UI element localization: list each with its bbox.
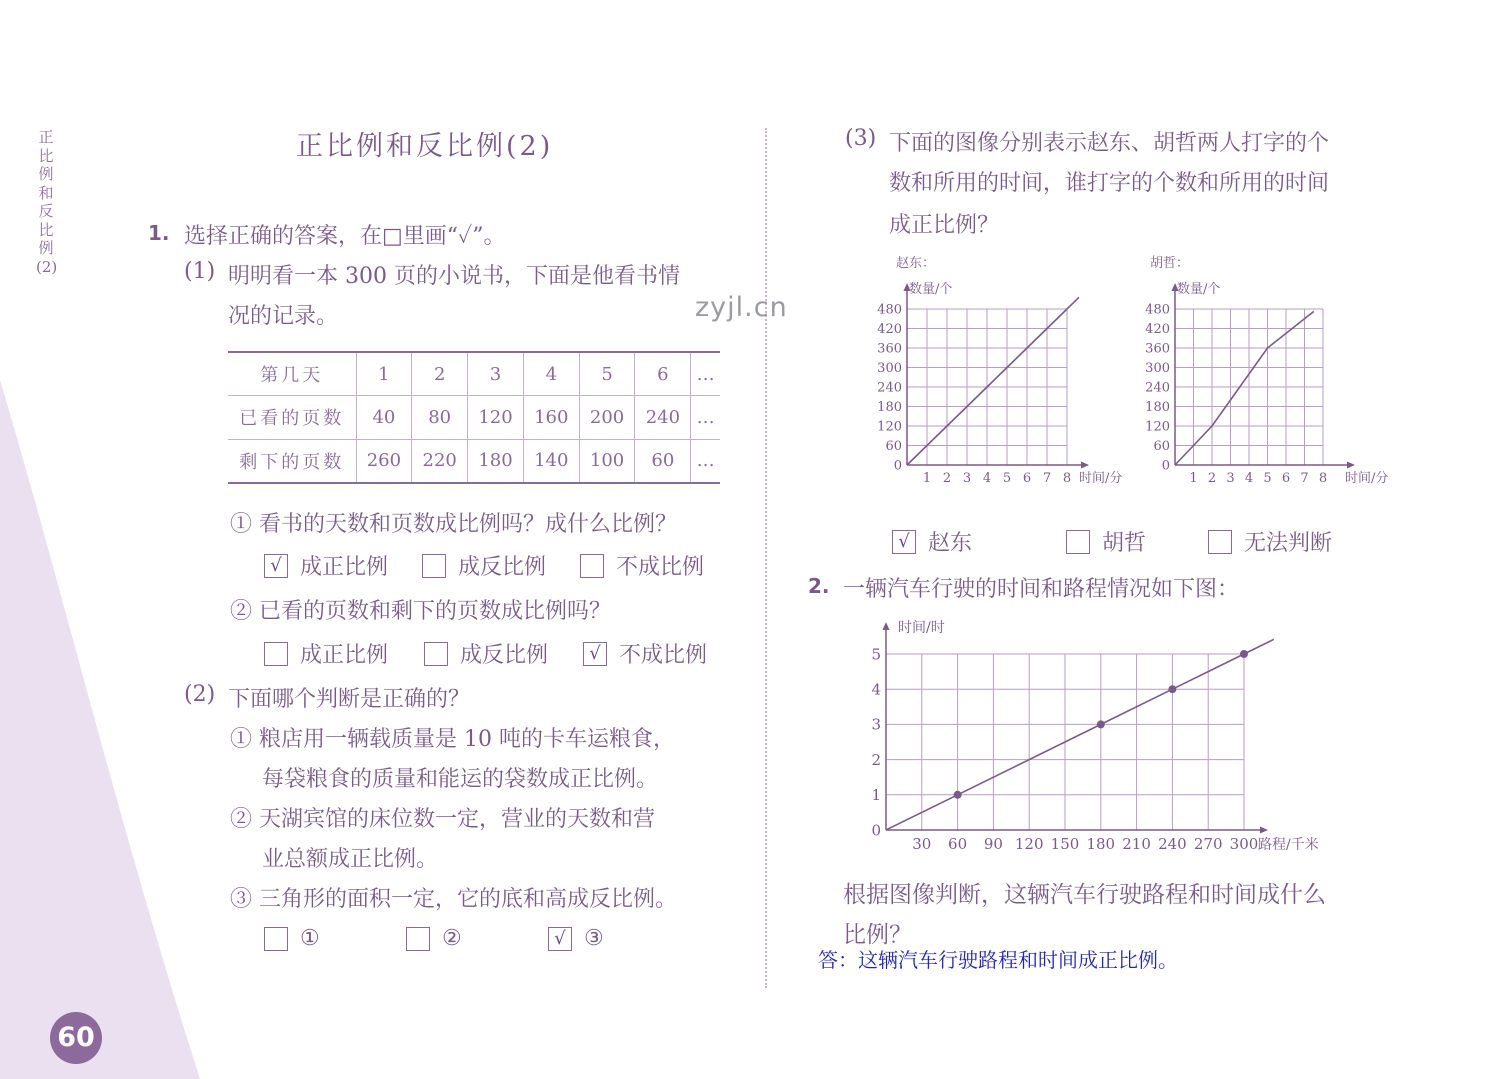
sub1-question: ① 看书的天数和页数成比例吗？成什么比例？: [230, 512, 677, 537]
p3-line2: 数和所用的时间，谁打字的个数和所用的时间: [889, 171, 1330, 196]
x-tick-label: 4: [1244, 471, 1254, 486]
corner-decoration: [0, 380, 200, 1079]
x-tick-label: 150: [1050, 835, 1080, 853]
q1-number: 1.: [148, 221, 170, 245]
x-tick-label: 180: [1086, 835, 1116, 853]
y-tick-label: 4: [871, 680, 881, 699]
page-number: 60: [50, 1012, 102, 1064]
statement-line: ① 粮店用一辆载质量是 10 吨的卡车运粮食，: [230, 727, 675, 752]
table-row: [228, 396, 720, 440]
checkbox[interactable]: [1066, 530, 1090, 554]
table-cell: 260: [356, 439, 412, 483]
sub1-option-inverse[interactable]: [422, 550, 546, 581]
data-point: [954, 791, 962, 799]
data-point: [1168, 685, 1176, 693]
y-tick-label: 480: [877, 302, 902, 318]
p3-line3: 成正比例？: [889, 213, 1000, 238]
option-label: ③: [584, 926, 604, 951]
table-cell: 80: [412, 396, 468, 440]
data-line-extension: [1244, 639, 1274, 654]
answer-text: 答：这辆汽车行驶路程和时间成正比例。: [818, 948, 1178, 972]
sub1-option-positive[interactable]: [264, 550, 388, 581]
y-tick-label: 120: [877, 419, 902, 435]
page-title: 正比例和反比例(2): [296, 131, 554, 162]
y-tick-label: 180: [1145, 400, 1170, 416]
y-tick-label: 1: [871, 786, 881, 805]
judge-line2: 比例？: [843, 922, 912, 948]
p3-label: (3): [845, 126, 877, 151]
p3-option-undetermined[interactable]: [1208, 526, 1332, 557]
data-line: [1175, 319, 1305, 465]
x-axis-arrow: [1081, 462, 1089, 469]
chart-car: [860, 608, 1360, 860]
option-label: 成正比例: [300, 643, 389, 668]
checkbox[interactable]: √: [548, 927, 572, 951]
q2-number: 2.: [808, 574, 830, 598]
x-axis-arrow: [1260, 827, 1268, 834]
option-label: 成反比例: [460, 643, 549, 668]
chart-zhaodong: [860, 250, 1130, 490]
checkbox[interactable]: [406, 927, 430, 951]
y-tick-label: 240: [1145, 380, 1170, 396]
p1-label: (1): [184, 259, 216, 284]
x-tick-label: 7: [1300, 471, 1309, 486]
origin-label: 0: [1161, 458, 1170, 474]
table-cell: 5: [579, 352, 635, 396]
option-label: ②: [442, 926, 462, 951]
table-cell: 180: [468, 439, 524, 483]
watermark: zyjl.cn: [695, 292, 788, 323]
statement-line: ② 天湖宾馆的床位数一定，营业的天数和营: [230, 807, 655, 832]
table-row: [228, 352, 720, 396]
statement-line: 业总额成正比例。: [262, 847, 439, 872]
p2-option-1[interactable]: [264, 926, 320, 951]
statement-line: 每袋粮食的质量和能运的袋数成正比例。: [262, 767, 659, 792]
sub2-option-inverse[interactable]: [424, 638, 548, 669]
x-tick-label: 300: [1229, 835, 1259, 853]
x-tick-label: 120: [1014, 835, 1044, 853]
x-tick-label: 5: [1263, 471, 1272, 486]
p3-option-huzhe[interactable]: [1066, 526, 1146, 557]
x-axis-arrow: [1347, 462, 1355, 469]
data-line-extension: [1305, 311, 1314, 318]
table-cell: 140: [523, 439, 579, 483]
y-tick-label: 60: [1153, 439, 1170, 455]
chart-title: 胡哲：: [1150, 256, 1190, 271]
p2-option-2[interactable]: [406, 926, 462, 951]
checkbox[interactable]: [1208, 530, 1232, 554]
table-cell: 60: [635, 439, 691, 483]
origin-label: 0: [871, 821, 881, 840]
table-cell: 2: [412, 352, 468, 396]
x-tick-label: 240: [1158, 835, 1187, 853]
y-tick-label: 180: [877, 400, 902, 416]
x-tick-label: 1: [922, 471, 932, 486]
data-point: [1240, 650, 1248, 658]
sub2-option-positive[interactable]: [264, 638, 388, 669]
data-line-extension: [1067, 297, 1079, 309]
x-tick-label: 2: [942, 471, 952, 486]
chart-huzhe: [1130, 250, 1400, 490]
x-tick-label: 8: [1062, 471, 1072, 486]
p3-line1: 下面的图像分别表示赵东、胡哲两人打字的个: [889, 131, 1330, 156]
table-cell: 120: [468, 396, 524, 440]
x-axis-label: 路程/千米: [1258, 837, 1319, 853]
x-tick-label: 6: [1022, 471, 1032, 486]
table-cell: …: [691, 396, 720, 440]
p2-option-3[interactable]: [548, 926, 604, 951]
table-cell: 3: [468, 352, 524, 396]
x-tick-label: 6: [1281, 471, 1291, 486]
y-tick-label: 3: [871, 715, 881, 734]
table-cell: 1: [356, 352, 412, 396]
y-axis-label: 时间/时: [898, 620, 945, 636]
y-tick-label: 480: [1145, 302, 1170, 318]
x-tick-label: 4: [982, 471, 992, 486]
option-label: 不成比例: [616, 555, 705, 580]
x-tick-label: 210: [1122, 835, 1151, 853]
checkbox[interactable]: [264, 927, 288, 951]
q1-text: 选择正确的答案，在□里画“✓”。: [184, 224, 506, 249]
x-axis-label: 时间/分: [1079, 471, 1123, 486]
y-tick-label: 60: [885, 439, 902, 455]
side-title: 正比例和反比例(2): [36, 128, 58, 276]
y-axis-label: 数量/个: [1177, 282, 1221, 297]
x-tick-label: 2: [1207, 471, 1217, 486]
sub1-option-none[interactable]: [580, 550, 704, 581]
chart-title: 赵东：: [896, 256, 936, 271]
y-tick-label: 5: [871, 645, 881, 664]
table-cell: …: [691, 439, 720, 483]
x-tick-label: 30: [912, 835, 932, 853]
y-tick-label: 420: [877, 322, 902, 338]
table-cell: 220: [412, 439, 468, 483]
data-point: [1097, 720, 1105, 728]
option-label: 不成比例: [619, 643, 708, 668]
y-axis-arrow: [883, 622, 890, 630]
p2-question: 下面哪个判断是正确的？: [228, 687, 471, 712]
option-label: 胡哲: [1102, 531, 1147, 556]
table-cell: 第几天: [228, 352, 356, 396]
table-cell: …: [691, 352, 720, 396]
y-tick-label: 420: [1145, 322, 1170, 338]
table-cell: 6: [635, 352, 691, 396]
table-cell: 剩下的页数: [228, 439, 356, 483]
option-label: 赵东: [928, 531, 973, 556]
y-tick-label: 360: [877, 341, 902, 357]
x-tick-label: 7: [1042, 471, 1052, 486]
table-cell: 100: [579, 439, 635, 483]
option-label: 成正比例: [300, 555, 389, 580]
origin-label: 0: [893, 458, 902, 474]
checkbox[interactable]: √: [264, 554, 288, 578]
table-cell: 4: [523, 352, 579, 396]
x-tick-label: 1: [1189, 471, 1198, 486]
table-cell: 200: [579, 396, 635, 440]
checkbox[interactable]: [422, 554, 446, 578]
x-tick-label: 3: [962, 471, 972, 486]
y-tick-label: 240: [877, 380, 902, 396]
x-tick-label: 3: [1226, 471, 1235, 486]
x-axis-label: 时间/分: [1345, 471, 1389, 486]
x-tick-label: 8: [1318, 471, 1328, 486]
table-row: [228, 439, 720, 483]
x-tick-label: 270: [1193, 835, 1223, 853]
checkbox[interactable]: [424, 642, 448, 666]
option-label: ①: [300, 926, 320, 951]
p1-line2: 况的记录。: [228, 304, 339, 329]
table-cell: 240: [635, 396, 691, 440]
checkbox[interactable]: √: [892, 530, 916, 554]
table-cell: 40: [356, 396, 412, 440]
y-tick-label: 300: [877, 361, 902, 377]
y-tick-label: 2: [871, 750, 881, 769]
y-axis-label: 数量/个: [909, 282, 953, 297]
table-cell: 已看的页数: [228, 396, 356, 440]
q2-text: 一辆汽车行驶的时间和路程情况如下图：: [843, 577, 1240, 602]
checkbox[interactable]: √: [583, 642, 607, 666]
p2-label: (2): [184, 682, 216, 707]
p1-line1: 明明看一本 300 页的小说书，下面是他看书情: [228, 264, 680, 289]
checkbox[interactable]: [264, 642, 288, 666]
p3-option-zhaodong[interactable]: [892, 526, 972, 557]
y-tick-label: 300: [1145, 361, 1170, 377]
option-label: 无法判断: [1244, 531, 1333, 556]
statement-line: ③ 三角形的面积一定，它的底和高成反比例。: [230, 887, 677, 912]
table-cell: 160: [523, 396, 579, 440]
sub2-question: ② 已看的页数和剩下的页数成比例吗？: [230, 599, 611, 624]
sub2-option-none[interactable]: [583, 638, 707, 669]
page-divider: [765, 128, 767, 988]
reading-record-table: [228, 351, 720, 484]
option-label: 成反比例: [458, 555, 547, 580]
x-tick-label: 90: [983, 835, 1003, 853]
checkbox[interactable]: [580, 554, 604, 578]
judge-line1: 根据图像判断，这辆汽车行驶路程和时间成什么: [843, 882, 1326, 908]
x-tick-label: 5: [1002, 471, 1012, 486]
x-tick-label: 60: [948, 835, 968, 853]
y-tick-label: 120: [1145, 419, 1170, 435]
y-tick-label: 360: [1145, 341, 1170, 357]
